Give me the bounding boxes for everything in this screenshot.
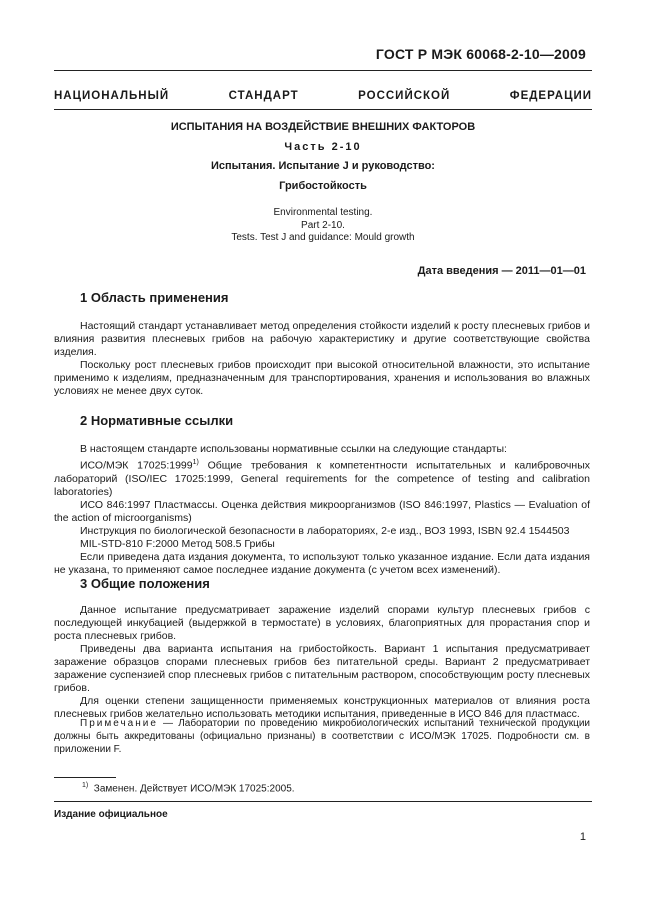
standard-subtitle: Испытания. Испытание J и руководство:: [211, 160, 435, 172]
standard-subtitle-topic: Грибостойкость: [279, 180, 367, 192]
section-3-heading: 3 Общие положения: [80, 576, 210, 591]
footnote-marker: 1): [82, 782, 89, 789]
note: [54, 717, 590, 756]
english-title-line: Part 2-10.: [301, 219, 345, 231]
introduction-date: Дата введения — 2011—01—01: [417, 265, 586, 277]
section-2-body: [54, 443, 590, 577]
footer-rule: [54, 801, 592, 802]
english-title: [54, 207, 592, 245]
header-rule: [54, 70, 592, 71]
paragraph: MIL-STD-810 F:2000 Метод 508.5 Грибы: [80, 537, 275, 550]
paragraph: Данное испытание предусматривает заражение изделий спорами культур плесневых грибов с последующей инкубацией (выдержкой в термостате) в условиях, благоприятных для прорастания спор и роста плесневых грибов.: [54, 604, 590, 642]
paragraph: [54, 456, 590, 499]
paragraph: Настоящий стандарт устанавливает метод определения стойкости изделий к росту плесневых грибов и влияния развития плесневых грибов на рабочую характеристику и другие соответствующие свойства изделия.: [54, 320, 590, 358]
standard-title: ИСПЫТАНИЯ НА ВОЗДЕЙСТВИЕ ВНЕШНИХ ФАКТОРОВ: [170, 121, 476, 133]
section-3-body: [54, 604, 590, 721]
national-standard-banner: НАЦИОНАЛЬНЫЙ СТАНДАРТ РОССИЙСКОЙ ФЕДЕРАЦИИ: [54, 90, 592, 102]
paragraph: Если приведена дата издания документа, то используют только указанное издание. Если дата издания не указана, то применяют самое последнее издание документа (с учетом всех изменений).: [54, 550, 590, 576]
paragraph: ИСО 846:1997 Пластмассы. Оценка действия микроорганизмов (ISO 846:1997, Plastics — Evaluation of the action of microorganisms): [54, 498, 590, 524]
paragraph: В настоящем стандарте использованы нормативные ссылки на следующие стандарты:: [80, 443, 507, 455]
part-label: Часть 2-10: [284, 141, 362, 153]
note-text: — Лаборатории по проведению микробиологических испытаний технической продукции должны быть аккредитованы (официально признаны) в соответствии с ИСО/МЭК 17025. Подробности см. в приложении F.: [54, 718, 590, 755]
paragraph: Поскольку рост плесневых грибов происходит при высокой относительной влажности, это испытание применимо к изделиям, предназначенным для транспортирования, хранения и использования во влажных условиях не менее двух суток.: [54, 359, 590, 397]
reference-text: Общие требования к компетентности испытательных и калибровочных лабораторий (ISO/IEC 17025:1999, General requirements for the competence of testing and calibration laboratories): [54, 459, 590, 498]
footnote: [82, 782, 295, 794]
document-number: ГОСТ Р МЭК 60068-2-10—2009: [375, 46, 586, 62]
footnote-text: Заменен. Действует ИСО/МЭК 17025:2005.: [93, 783, 295, 795]
banner-rule: [54, 109, 592, 110]
section-2-heading: 2 Нормативные ссылки: [80, 413, 234, 428]
section-1-body: [54, 320, 590, 398]
reference-code: ИСО/МЭК 17025:1999: [80, 459, 193, 472]
section-1-heading: 1 Область применения: [80, 290, 229, 305]
paragraph: Приведены два варианта испытания на грибостойкость. Вариант 1 испытания предусматривает заражение образцов спорами плесневых грибов без питательной среды. Вариант 2 предусматривает заражение суспензией спор плесневых грибов с питательным раствором, способствующим росту плесневых грибов.: [54, 643, 590, 694]
english-title-line: Environmental testing.: [273, 207, 373, 218]
footnote-rule: [54, 777, 116, 778]
paragraph: Для оценки степени защищенности применяемых конструкционных материалов от влияния роста плесневых грибов желательно использовать методики испытания, приведенные в ИСО 846 для пластмасс.: [54, 695, 590, 720]
footnote-marker: 1): [192, 459, 199, 466]
paragraph: Инструкция по биологической безопасности в лабораториях, 2-е изд., ВОЗ 1993, ISBN 92.4 1544503: [80, 524, 570, 537]
note-label: Примечание: [80, 718, 158, 729]
english-title-line: Tests. Test J and guidance: Mould growth: [231, 232, 415, 243]
page-number: 1: [579, 831, 586, 843]
edition-label: Издание официальное: [54, 809, 168, 820]
